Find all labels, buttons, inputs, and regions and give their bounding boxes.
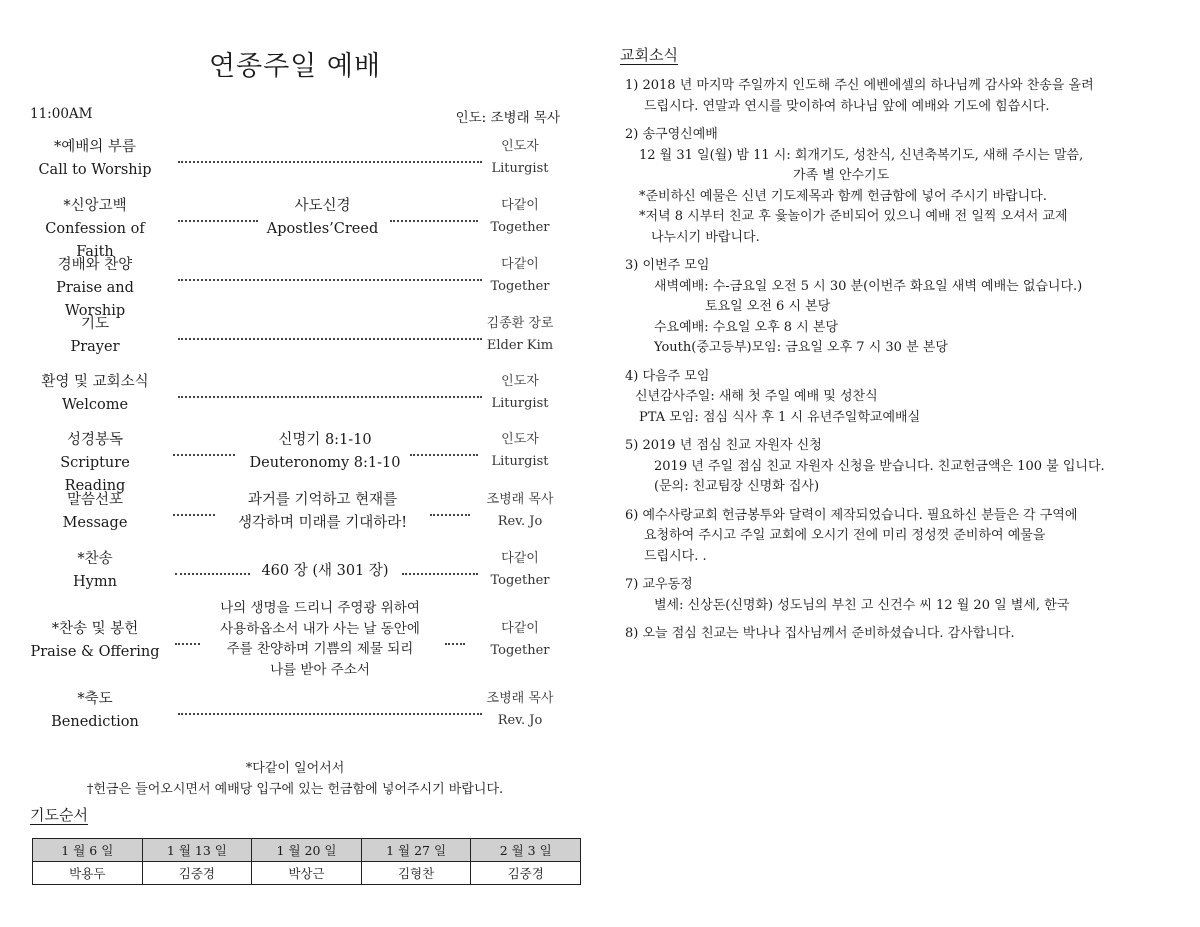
order-item-leader-en: Liturgist [491,396,549,411]
name-cell: 김형찬 [361,862,471,885]
service-notes [30,758,560,800]
news-line: (문의: 친교팀장 신명화 집사) [654,479,820,494]
news-line: 8) 오늘 점심 친교는 박나나 집사님께서 준비하셨습니다. 감사합니다. [625,626,1015,641]
standing-note: *다같이 일어서서 [245,761,345,776]
church-news-heading: 교회소식 [620,46,678,64]
order-item-title-en: Hymn [73,574,117,590]
news-item [625,436,1145,498]
news-line: *저녁 8 시부터 친교 후 윷놀이가 준비되어 있으니 예배 전 일찍 오셔서 교제 [639,209,1068,224]
service-time: 11:00AM [30,106,93,122]
hymn-lyrics-line: 사용하옵소서 내가 사는 날 동안에 [220,620,420,637]
news-line: 나누시기 바랍니다. [651,229,760,245]
date-cell: 1 월 20 일 [252,839,362,862]
worship-order-column [30,0,560,927]
order-item-title-en: Scripture Reading [60,455,130,494]
offering-note: †헌금은 들어오시면서 예배당 입구에 있는 헌금함에 넣어주시기 바랍니다. [86,782,504,797]
order-item-leader-en: Together [490,220,550,235]
dotted-leader [178,161,482,163]
order-item-leader-en: Rev. Jo [497,713,543,728]
news-line: 별세: 신상돈(신명화) 성도님의 부친 고 신건수 씨 12 월 20 일 별세, 한국 [654,597,1070,613]
news-line: 3) 이번주 모임 [625,258,710,273]
order-item-title-ko: 경배와 찬양 [57,257,133,273]
order-item-leader-en: Together [490,643,550,658]
order-item-leader-ko: 인도자 [501,139,539,154]
order-item-detail: Apostles’Creed [266,221,379,237]
order-item-leader-ko: 인도자 [501,374,539,389]
order-item-title-ko: *찬송 및 봉헌 [51,621,139,637]
table-row [33,839,581,862]
news-item [625,367,1145,429]
order-item-leader-ko: 다같이 [501,198,539,213]
news-line: 수요예배: 수요일 오후 8 시 본당 [654,319,839,335]
order-item-title-en: Benediction [51,714,139,730]
dotted-leader [178,396,482,398]
order-item-title-ko: 말씀선포 [66,492,124,508]
date-cell: 1 월 6 일 [33,839,143,862]
dotted-leader [402,573,478,575]
order-item-title-ko: 성경봉독 [66,432,124,448]
news-line: *준비하신 예물은 신년 기도제목과 함께 헌금함에 넣어 주시기 바랍니다. [639,188,1047,204]
order-item-leader-ko: 김종환 장로 [486,316,554,331]
name-cell: 박상근 [252,862,362,885]
news-line: 토요일 오전 6 시 본당 [705,299,831,314]
service-leader: 인도: 조병래 목사 [455,110,560,126]
news-line: 새벽예배: 수-금요일 오전 5 시 30 분(이번주 화요일 새벽 예배는 없습니다.) [654,278,1083,294]
dotted-leader [390,220,478,222]
news-line: 요청하여 주시고 주일 교회에 오시기 전에 미리 정성껏 준비하여 예물을 [644,528,1046,543]
order-item-detail: 과거를 기억하고 현재를 [247,492,398,508]
order-item-detail: 460 장 (새 301 장) [261,563,389,579]
order-item-title-en: Confession of Faith [45,221,145,260]
order-item-title-en: Message [62,515,128,531]
order-item-leader-ko: 다같이 [501,621,539,636]
dotted-leader [178,279,482,281]
news-item [625,125,1145,248]
page-title: 연종주일 예배 [208,51,382,82]
order-item-leader-ko: 조병래 목사 [486,492,554,507]
dotted-leader [173,454,235,456]
order-item-title-ko: 환영 및 교회소식 [41,374,149,390]
news-line: Youth(중고등부)모임: 금요일 오후 7 시 30 분 본당 [654,340,948,355]
news-line: 가족 별 안수기도 [793,168,890,183]
order-item-detail: 신명기 8:1-10 [278,432,372,448]
dotted-leader [178,338,482,340]
date-cell: 2 월 3 일 [471,839,581,862]
news-item [625,624,1145,645]
order-item-leader-ko: 조병래 목사 [486,691,554,706]
order-item-leader-ko: 인도자 [501,432,539,447]
order-item-leader-en: Together [490,279,550,294]
order-item-detail: 생각하며 미래를 기대하라! [237,515,408,531]
order-item-detail: 사도신경 [294,198,351,214]
prayer-schedule-table [32,838,581,885]
news-line: 드립시다. . [644,548,707,564]
order-item-leader-ko: 다같이 [501,257,539,272]
news-line: PTA 모임: 점심 식사 후 1 시 유년주일학교예배실 [639,409,921,425]
news-line: 1) 2018 년 마지막 주일까지 인도해 주신 에벤에셀의 하나님께 감사와 찬송을 올려 [625,78,1094,93]
name-cell: 박용두 [33,862,143,885]
dotted-leader [445,643,465,645]
news-item [625,76,1145,117]
news-line: 2019 년 주일 점심 친교 자원자 신청을 받습니다. 친교헌금액은 100 불 입니다. [654,458,1105,474]
dotted-leader [178,713,482,715]
prayer-schedule-heading: 기도순서 [30,806,88,824]
order-item-title-ko: *축도 [77,691,113,707]
hymn-lyrics-line: 나를 받아 주소서 [270,661,370,678]
order-item-leader-ko: 다같이 [501,551,539,566]
news-item [625,506,1145,568]
order-item-title-ko: 기도 [80,316,109,332]
date-cell: 1 월 27 일 [361,839,471,862]
order-item-title-en: Welcome [61,397,129,413]
news-line: 7) 교우동정 [625,577,693,592]
order-item-leader-en: Liturgist [491,454,549,469]
order-item-title-ko: *신앙고백 [63,198,127,214]
news-line: 5) 2019 년 점심 친교 자원자 신청 [625,438,822,453]
order-item-leader-en: Liturgist [491,161,549,176]
news-item [625,256,1145,359]
order-item-title-en: Praise and Worship [56,280,134,319]
order-item-title-en: Prayer [70,339,120,355]
order-item-leader-en: Elder Kim [486,338,554,353]
hymn-lyrics-line: 나의 생명을 드리니 주영광 위하여 [220,600,420,616]
news-line: 드립시다. 연말과 연시를 맞이하여 하나님 앞에 예배와 기도에 힘씁시다. [644,98,1050,114]
order-item-leader-en: Rev. Jo [497,514,543,529]
dotted-leader [430,514,470,516]
dotted-leader [173,514,215,516]
order-item-title-en: Praise & Offering [30,644,160,660]
name-cell: 김중경 [142,862,252,885]
name-cell: 김중경 [471,862,581,885]
date-cell: 1 월 13 일 [142,839,252,862]
news-item [625,575,1145,616]
order-item-title-ko: *예배의 부름 [54,139,136,155]
church-news-list [625,76,1145,653]
hymn-lyrics-line: 주를 찬양하며 기쁨의 제물 되리 [226,641,414,657]
news-line: 12 월 31 일(월) 밤 11 시: 회개기도, 성찬식, 신년축복기도, 새해 주시는 말씀, [639,147,1084,163]
order-item-detail: Deuteronomy 8:1-10 [249,455,401,471]
news-line: 6) 예수사랑교회 헌금봉투와 달력이 제작되었습니다. 필요하신 분들은 각 구역에 [625,507,1078,523]
dotted-leader [410,454,478,456]
order-item-title-ko: *찬송 [77,551,113,567]
church-news-column [620,0,1180,927]
dotted-leader [175,573,250,575]
news-line: 4) 다음주 모임 [625,368,710,384]
order-item-title-en: Call to Worship [38,162,152,178]
table-row [33,862,581,885]
news-line: 신년감사주일: 새해 첫 주일 예배 및 성찬식 [635,389,878,404]
news-line: 2) 송구영신예배 [625,127,718,142]
order-item-leader-en: Together [490,573,550,588]
